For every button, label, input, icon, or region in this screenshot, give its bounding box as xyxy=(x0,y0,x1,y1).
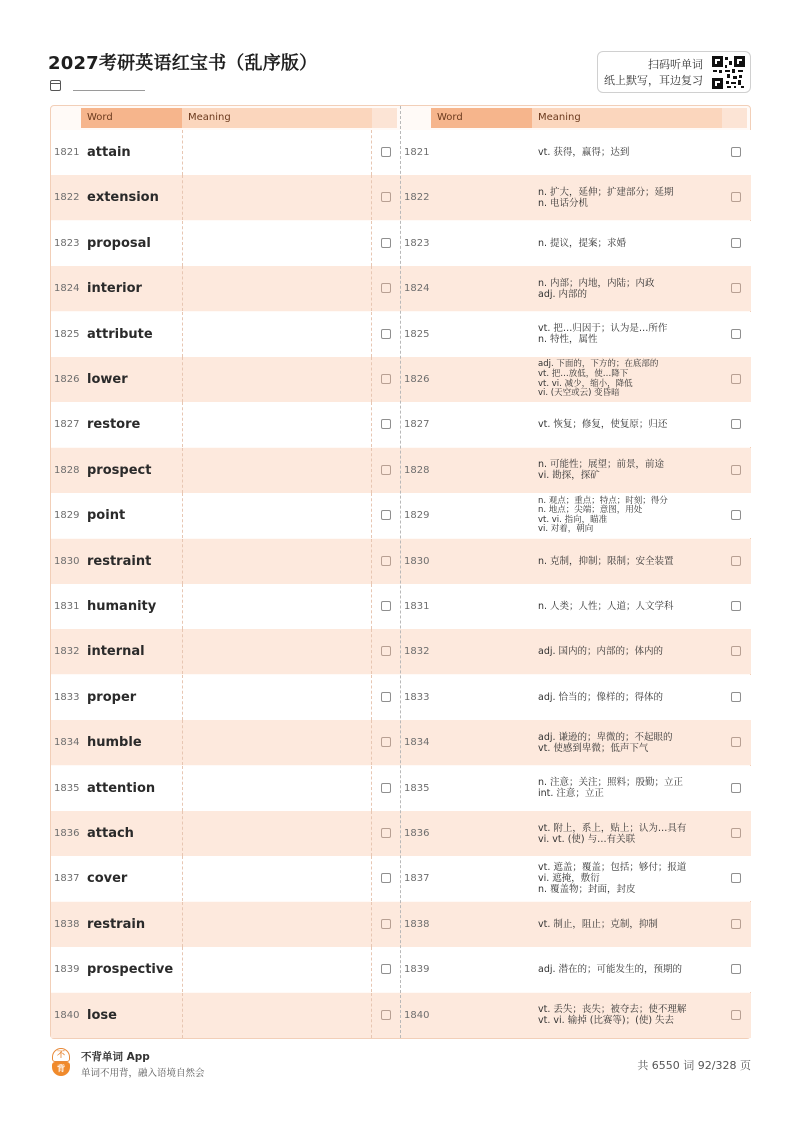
meaning-blank[interactable] xyxy=(182,357,372,402)
table-row xyxy=(51,856,401,901)
vocab-word: lose xyxy=(87,1007,117,1023)
word-number: 1831 xyxy=(54,601,80,612)
meaning-blank[interactable] xyxy=(182,902,372,947)
meaning-blank[interactable] xyxy=(182,312,372,357)
checkbox[interactable] xyxy=(381,419,391,429)
meaning-text xyxy=(538,584,722,629)
meaning-blank[interactable] xyxy=(182,402,372,447)
checkbox[interactable] xyxy=(731,692,741,702)
meaning-blank[interactable] xyxy=(182,130,372,175)
checkbox[interactable] xyxy=(381,873,391,883)
vocab-word: internal xyxy=(87,644,145,660)
checkbox[interactable] xyxy=(381,510,391,520)
vocab-word: attention xyxy=(87,780,156,796)
word-number: 1831 xyxy=(404,601,430,612)
word-number: 1833 xyxy=(54,691,80,703)
meaning-line: adj. 潜在的；可能发生的，预期的 xyxy=(538,964,683,976)
table-row xyxy=(401,675,751,720)
scan-to-listen-box[interactable] xyxy=(597,51,751,93)
meaning-line: vt. vi. 减少，缩小，降低 xyxy=(538,378,633,389)
meaning-blank[interactable] xyxy=(182,629,372,674)
checkbox[interactable] xyxy=(731,828,741,838)
checkbox[interactable] xyxy=(731,147,741,157)
checkbox[interactable] xyxy=(381,374,391,384)
vocab-word: attribute xyxy=(87,326,153,342)
word-number: 1823 xyxy=(54,237,80,249)
meaning-line: n. 扩大，延伸；扩建部分；延期 xyxy=(538,186,674,198)
table-row xyxy=(401,402,751,447)
table-row xyxy=(401,175,751,220)
checkbox[interactable] xyxy=(381,1010,391,1020)
word-number: 1834 xyxy=(54,737,80,749)
word-number: 1829 xyxy=(54,510,80,522)
table-row xyxy=(401,448,751,493)
meaning-text xyxy=(538,493,722,538)
vocab-table xyxy=(50,105,751,1039)
meaning-text xyxy=(538,312,722,357)
footer-app-name: 不背单词 App xyxy=(81,1051,150,1063)
word-number: 1836 xyxy=(54,828,80,839)
meaning-line: n. 克制，抑制；限制；安全装置 xyxy=(538,555,674,567)
vocab-word: restrain xyxy=(87,916,146,932)
calendar-icon xyxy=(50,80,61,91)
word-number: 1826 xyxy=(404,374,430,385)
checkbox[interactable] xyxy=(731,329,741,339)
word-number: 1821 xyxy=(404,147,430,158)
checkbox[interactable] xyxy=(731,646,741,656)
checkbox[interactable] xyxy=(381,692,391,702)
checkbox[interactable] xyxy=(731,238,741,248)
table-row xyxy=(51,629,401,674)
meaning-text xyxy=(538,766,722,811)
vocab-word: lower xyxy=(87,372,128,387)
table-row xyxy=(401,266,751,311)
word-column-header: Word xyxy=(431,108,532,128)
word-number: 1838 xyxy=(54,918,80,930)
meaning-line: vi. 对着，朝向 xyxy=(538,524,594,535)
meaning-blank[interactable] xyxy=(182,856,372,901)
meaning-blank[interactable] xyxy=(182,766,372,811)
checkbox[interactable] xyxy=(381,919,391,929)
word-number: 1824 xyxy=(404,283,430,295)
meaning-text xyxy=(538,947,722,992)
meaning-text xyxy=(538,175,722,220)
checkbox[interactable] xyxy=(381,329,391,339)
word-number: 1829 xyxy=(404,510,430,522)
word-number: 1830 xyxy=(54,555,80,567)
table-row xyxy=(401,221,751,266)
table-row xyxy=(51,175,401,220)
word-number: 1835 xyxy=(54,782,80,794)
word-column-header: Word xyxy=(81,108,182,128)
table-row xyxy=(401,993,751,1038)
word-number: 1821 xyxy=(54,147,80,158)
word-number: 1834 xyxy=(404,737,430,749)
left-header-row xyxy=(51,108,401,128)
meaning-text xyxy=(538,811,722,856)
meaning-line: n. 提议，提案；求婚 xyxy=(538,237,627,249)
checkbox[interactable] xyxy=(381,283,391,293)
table-row xyxy=(51,448,401,493)
right-header-row xyxy=(401,108,751,128)
checkbox[interactable] xyxy=(381,783,391,793)
vocab-word: proper xyxy=(87,689,137,705)
meaning-line: n. 注意；关注；照料；殷勤；立正 xyxy=(538,777,684,789)
meaning-line: n. 覆盖物；封面，封皮 xyxy=(538,884,636,896)
table-row xyxy=(51,675,401,720)
meaning-line: adj. 下面的，下方的；在底部的 xyxy=(538,359,659,370)
table-row xyxy=(51,221,401,266)
meaning-line: adj. 国内的；内部的；体内的 xyxy=(538,646,664,658)
table-row xyxy=(401,629,751,674)
word-number: 1822 xyxy=(404,192,430,204)
word-number: 1833 xyxy=(404,691,430,703)
meaning-text xyxy=(538,221,722,266)
scan-line-2: 纸上默写，耳边复习 xyxy=(604,74,703,87)
meaning-line: vi. (天空或云) 变昏暗 xyxy=(538,388,620,399)
table-row xyxy=(401,856,751,901)
vocab-word: humble xyxy=(87,735,142,751)
checkbox[interactable] xyxy=(731,510,741,520)
vocab-word: point xyxy=(87,508,126,524)
word-number: 1836 xyxy=(404,828,430,839)
vocab-word: attain xyxy=(87,145,131,160)
meaning-blank[interactable] xyxy=(182,947,372,992)
meaning-text xyxy=(538,856,722,901)
meaning-column-half xyxy=(401,106,751,1038)
meaning-line: n. 特性，属性 xyxy=(538,334,598,346)
word-column-half xyxy=(51,106,401,1038)
scan-line-1: 扫码听单词 xyxy=(648,58,703,71)
meaning-line: vt. 丢失；丧失；被夺去；使不理解 xyxy=(538,1004,687,1016)
checkbox[interactable] xyxy=(381,238,391,248)
vocab-word: restraint xyxy=(87,553,152,569)
meaning-line: vt. 附上，系上，贴上；认为…具有 xyxy=(538,822,687,834)
meaning-text xyxy=(538,448,722,493)
table-row xyxy=(401,493,751,538)
meaning-line: vt. 恢复；修复，使复原；归还 xyxy=(538,419,668,431)
meaning-line: n. 可能性；展望；前景，前途 xyxy=(538,459,665,471)
meaning-text xyxy=(538,266,722,311)
table-row xyxy=(401,811,751,856)
vocab-word: proposal xyxy=(87,235,151,251)
meaning-column-header: Meaning xyxy=(182,108,372,128)
meaning-line: adj. 谦逊的；卑微的；不起眼的 xyxy=(538,731,673,743)
meaning-text xyxy=(538,402,722,447)
checkbox[interactable] xyxy=(381,828,391,838)
meaning-line: n. 电话分机 xyxy=(538,197,589,209)
meaning-blank[interactable] xyxy=(182,584,372,629)
meaning-line: vt. vi. 指向，瞄准 xyxy=(538,514,608,525)
word-number: 1824 xyxy=(54,283,80,295)
word-number: 1832 xyxy=(404,646,430,658)
meaning-line: n. 观点；重点；特点；时刻；得分 xyxy=(538,495,668,506)
checkbox[interactable] xyxy=(381,192,391,202)
page-title: 2027考研英语红宝书（乱序版） xyxy=(48,53,318,74)
meaning-line: vt. 制止，阻止；克制，抑制 xyxy=(538,918,658,930)
table-row xyxy=(51,584,401,629)
vocab-word: prospect xyxy=(87,462,152,478)
meaning-line: vi. 勘探，探矿 xyxy=(538,470,600,482)
table-row xyxy=(401,130,751,175)
date-row xyxy=(50,80,145,91)
meaning-blank[interactable] xyxy=(182,720,372,765)
checkbox[interactable] xyxy=(381,556,391,566)
date-blank-line xyxy=(73,80,145,91)
word-number: 1828 xyxy=(54,464,80,476)
checkbox[interactable] xyxy=(381,601,391,611)
table-row xyxy=(401,357,751,402)
checkbox[interactable] xyxy=(381,737,391,747)
checkbox[interactable] xyxy=(731,964,741,974)
table-row xyxy=(401,902,751,947)
table-row xyxy=(51,312,401,357)
check-column-header xyxy=(372,108,397,128)
table-row xyxy=(51,357,401,402)
meaning-blank[interactable] xyxy=(182,993,372,1038)
scan-text xyxy=(604,57,703,89)
checkbox[interactable] xyxy=(381,465,391,475)
checkbox[interactable] xyxy=(731,192,741,202)
checkbox[interactable] xyxy=(731,374,741,384)
meaning-blank[interactable] xyxy=(182,493,372,538)
word-number: 1827 xyxy=(54,419,80,431)
meaning-line: vt. vi. 输掉 (比赛等)；(使) 失去 xyxy=(538,1015,675,1027)
checkbox[interactable] xyxy=(731,919,741,929)
word-number: 1822 xyxy=(54,192,80,204)
meaning-text xyxy=(538,357,722,402)
checkbox[interactable] xyxy=(731,601,741,611)
meaning-blank[interactable] xyxy=(182,448,372,493)
meaning-text xyxy=(538,720,722,765)
word-number: 1825 xyxy=(404,328,430,340)
table-row xyxy=(401,947,751,992)
vocab-word: cover xyxy=(87,871,128,887)
meaning-line: vt. 获得，赢得；达到 xyxy=(538,147,630,158)
table-row xyxy=(51,539,401,584)
meaning-blank[interactable] xyxy=(182,675,372,720)
meaning-line: int. 注意；立正 xyxy=(538,788,604,800)
logo-bottom-char: 背 xyxy=(52,1062,70,1076)
meaning-text xyxy=(538,675,722,720)
checkbox[interactable] xyxy=(381,646,391,656)
word-number: 1830 xyxy=(404,555,430,567)
table-row xyxy=(51,130,401,175)
vocab-word: prospective xyxy=(87,962,174,978)
meaning-line: n. 人类；人性；人道；人文学科 xyxy=(538,601,674,612)
word-number: 1825 xyxy=(54,328,80,340)
table-row xyxy=(51,766,401,811)
meaning-line: n. 内部；内地，内陆；内政 xyxy=(538,277,655,289)
checkbox[interactable] xyxy=(731,737,741,747)
meaning-text xyxy=(538,993,722,1038)
logo-top-char: 不 xyxy=(52,1048,70,1062)
word-number: 1840 xyxy=(404,1009,430,1021)
meaning-blank[interactable] xyxy=(182,175,372,220)
table-row xyxy=(51,902,401,947)
qr-code-icon[interactable] xyxy=(712,56,745,89)
checkbox[interactable] xyxy=(731,1010,741,1020)
vocab-word: attach xyxy=(87,826,134,841)
vocab-word: interior xyxy=(87,281,142,297)
checkbox[interactable] xyxy=(731,783,741,793)
meaning-blank[interactable] xyxy=(182,266,372,311)
meaning-blank[interactable] xyxy=(182,539,372,584)
table-row xyxy=(51,720,401,765)
check-column-header xyxy=(722,108,747,128)
page-number: 共 6550 词 92/328 页 xyxy=(637,1059,751,1072)
table-row xyxy=(51,811,401,856)
table-row xyxy=(401,766,751,811)
word-number: 1840 xyxy=(54,1009,80,1021)
word-number: 1839 xyxy=(404,964,430,976)
footer-slogan: 单词不用背，融入语境自然会 xyxy=(81,1068,205,1079)
word-number: 1837 xyxy=(404,873,430,885)
meaning-line: vt. 使感到卑微；低声下气 xyxy=(538,742,649,754)
table-row xyxy=(51,947,401,992)
word-number: 1837 xyxy=(54,873,80,885)
meaning-blank[interactable] xyxy=(182,221,372,266)
checkbox[interactable] xyxy=(731,465,741,475)
meaning-text xyxy=(538,902,722,947)
table-row xyxy=(401,539,751,584)
checkbox[interactable] xyxy=(731,283,741,293)
vocab-word: restore xyxy=(87,417,141,433)
table-row xyxy=(401,584,751,629)
meaning-text xyxy=(538,539,722,584)
word-number: 1838 xyxy=(404,918,430,930)
checkbox[interactable] xyxy=(731,556,741,566)
table-row xyxy=(51,402,401,447)
table-row xyxy=(51,493,401,538)
meaning-text xyxy=(538,629,722,674)
meaning-column-header: Meaning xyxy=(532,108,722,128)
meaning-line: vt. 把…归因于；认为是…所作 xyxy=(538,323,668,335)
meaning-line: vt. 遮盖；覆盖；包括；够付；报道 xyxy=(538,862,687,874)
table-row xyxy=(51,993,401,1038)
word-number: 1827 xyxy=(404,419,430,431)
vocab-word: humanity xyxy=(87,599,157,614)
table-row xyxy=(51,266,401,311)
meaning-text xyxy=(538,130,722,175)
meaning-line: vt. 把…放低，使…降下 xyxy=(538,368,629,379)
meaning-line: adj. 恰当的；像样的；得体的 xyxy=(538,691,664,703)
app-logo xyxy=(50,1048,72,1078)
table-row xyxy=(401,720,751,765)
meaning-line: vi. 遮掩，敷衍 xyxy=(538,873,600,885)
meaning-line: adj. 内部的 xyxy=(538,288,588,300)
checkbox[interactable] xyxy=(731,873,741,883)
table-row xyxy=(401,312,751,357)
word-number: 1828 xyxy=(404,464,430,476)
checkbox[interactable] xyxy=(381,147,391,157)
checkbox[interactable] xyxy=(381,964,391,974)
meaning-line: n. 地点；尖端；意图，用处 xyxy=(538,505,643,516)
meaning-blank[interactable] xyxy=(182,811,372,856)
vocab-word: extension xyxy=(87,190,159,206)
checkbox[interactable] xyxy=(731,419,741,429)
word-number: 1832 xyxy=(54,646,80,658)
word-number: 1835 xyxy=(404,782,430,794)
word-number: 1823 xyxy=(404,237,430,249)
word-number: 1826 xyxy=(54,374,80,385)
word-number: 1839 xyxy=(54,964,80,976)
meaning-line: vi. vt. (使) 与…有关联 xyxy=(538,833,636,845)
